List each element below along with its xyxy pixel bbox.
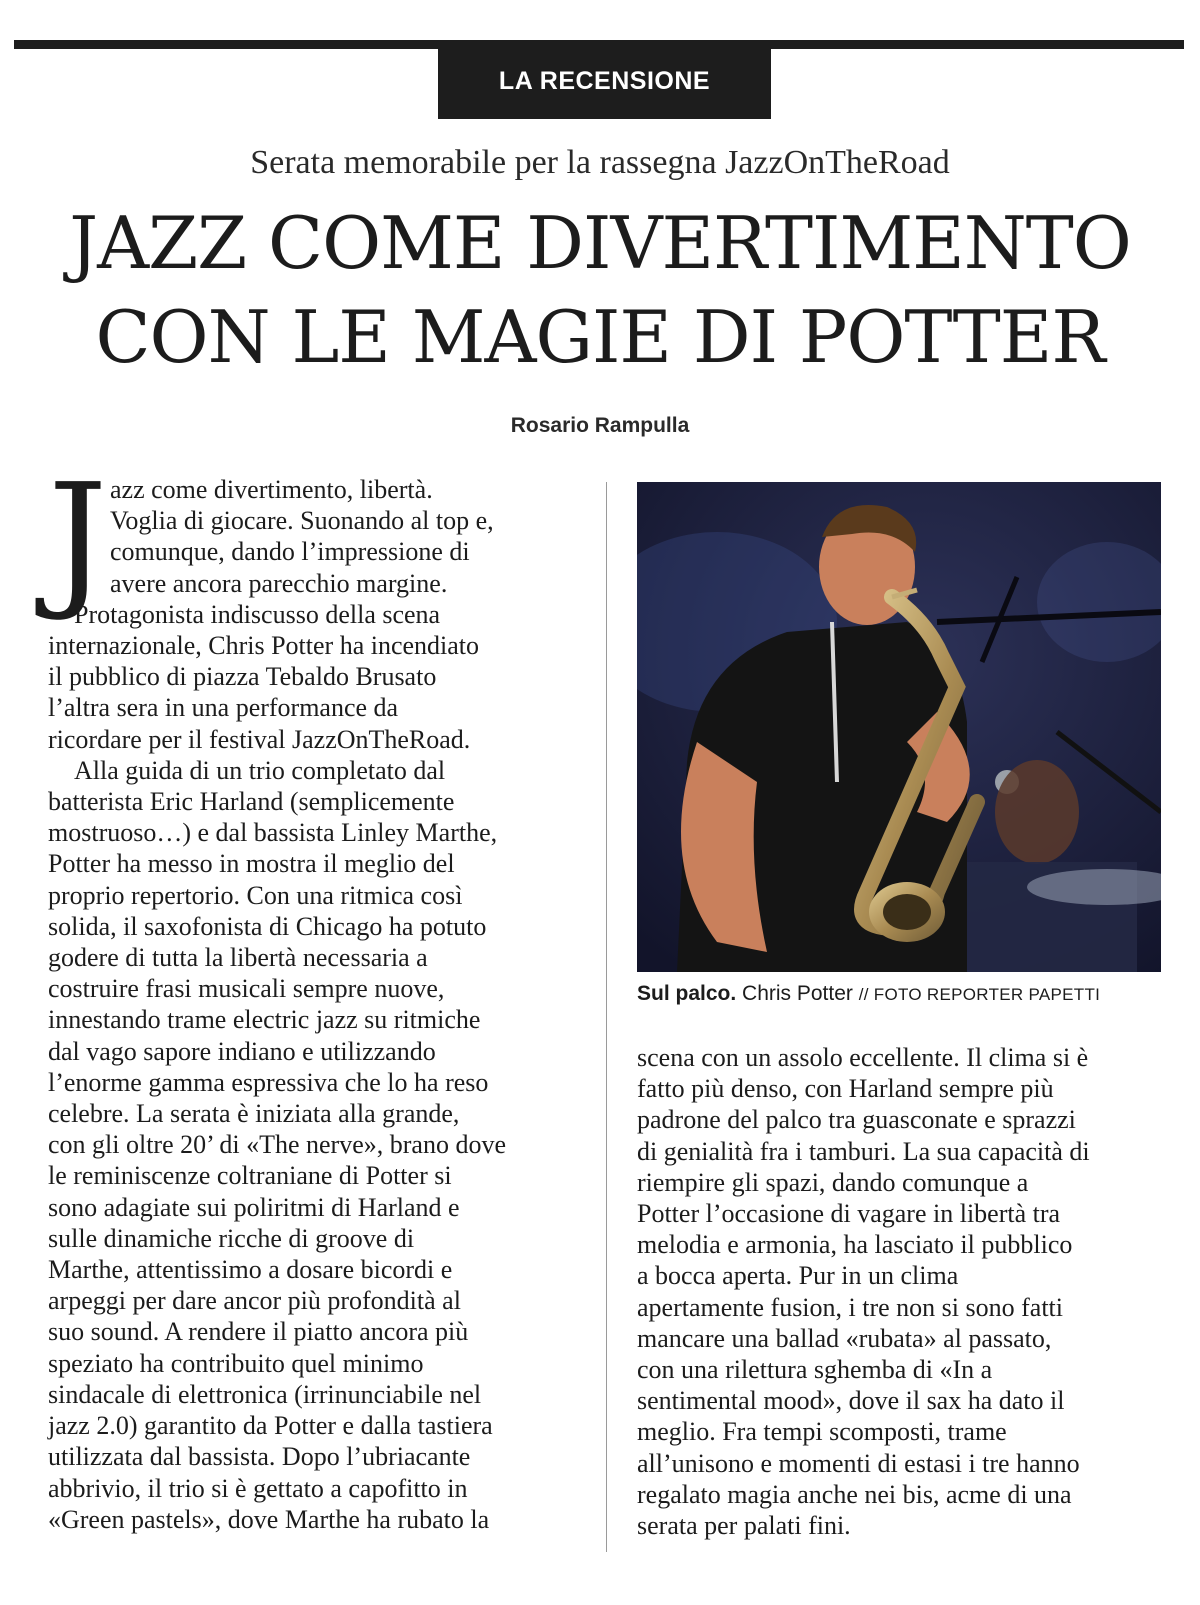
headline-line: JAZZ COME DIVERTIMENTO [69, 201, 1131, 285]
text-line: solida, il saxofonista di Chicago ha potuto [48, 911, 487, 941]
drop-cap: J [48, 452, 108, 624]
column-divider [606, 482, 607, 1552]
article-column-right [637, 1042, 1177, 1541]
text-line: Protagonista indiscusso della scena [74, 599, 441, 629]
text-line: sono adagiate sui poliritmi di Harland e [48, 1192, 460, 1222]
photo-caption [637, 982, 1177, 1006]
text-line: apertamente fusion, i tre non si sono fatti [637, 1292, 1064, 1322]
text-line: le reminiscenze coltraniane di Potter si [48, 1161, 452, 1191]
headline [30, 196, 1170, 384]
text-line: comunque, dando l’impressione di [110, 537, 470, 567]
text-line: melodia e armonia, ha lasciato il pubblico [637, 1230, 1073, 1260]
text-line: mancare una ballad «rubata» al passato, [637, 1323, 1052, 1353]
text-line: mostruoso…) e dal bassista Linley Marthe, [48, 818, 498, 848]
caption-text: Chris Potter [736, 982, 859, 1005]
text-line: regalato magia anche nei bis, acme di una [637, 1479, 1072, 1509]
byline: Rosario Rampulla [510, 414, 690, 437]
saxophonist-image [637, 482, 1161, 972]
text-line: con gli oltre 20’ di «The nerve», brano dove [48, 1130, 506, 1160]
text-line: all’unisono e momenti di estasi i tre hanno [637, 1448, 1080, 1478]
text-line: padrone del palco tra guasconate e sprazzi [637, 1105, 1076, 1135]
text-line: con una rilettura sghemba di «In a [637, 1355, 993, 1385]
text-line: godere di tutta la libertà necessaria a [48, 943, 428, 973]
text-line: riempire gli spazi, dando comunque a [637, 1167, 1029, 1197]
text-line: speziato ha contribuito quel minimo [48, 1348, 424, 1378]
section-label [438, 40, 771, 119]
text-line: l’enorme gamma espressiva che lo ha reso [48, 1067, 489, 1097]
section-label-text: LA RECENSIONE [498, 66, 711, 95]
text-line: scena con un assolo eccellente. Il clima si è [637, 1043, 1089, 1072]
article-photo [637, 482, 1161, 972]
text-line: a bocca aperta. Pur in un clima [637, 1261, 959, 1291]
text-line: di genialità fra i tamburi. La sua capacità di [637, 1136, 1090, 1166]
text-line: Alla guida di un trio completato dal [74, 755, 446, 785]
text-line: utilizzata dal bassista. Dopo l’ubriacante [48, 1442, 471, 1472]
text-line: celebre. La serata è iniziata alla grande, [48, 1099, 460, 1129]
text-line: meglio. Fra tempi scomposti, trame [637, 1417, 1007, 1447]
text-line: ricordare per il festival JazzOnTheRoad. [48, 724, 471, 754]
text-line: internazionale, Chris Potter ha incendiato [48, 631, 480, 661]
text-line: Potter l’occasione di vagare in libertà tra [637, 1199, 1061, 1229]
article-column-left [48, 474, 588, 1535]
text-line: proprio repertorio. Con una ritmica così [48, 880, 463, 910]
dropcap-paragraph [48, 474, 588, 599]
text-line: Voglia di giocare. Suonando al top e, [110, 506, 494, 536]
photo-credit: // FOTO REPORTER PAPETTI [858, 985, 1101, 1004]
text-line: avere ancora parecchio margine. [110, 568, 448, 598]
text-line: Potter ha messo in mostra il meglio del [48, 849, 455, 879]
kicker: Serata memorabile per la rassegna JazzOnTheRoad [250, 144, 950, 181]
headline-line: CON LE MAGIE DI POTTER [95, 295, 1105, 379]
text-line: il pubblico di piazza Tebaldo Brusato [48, 662, 437, 692]
text-line: serata per palati fini. [637, 1511, 851, 1541]
text-line: suo sound. A rendere il piatto ancora più [48, 1317, 469, 1347]
text-line: Marthe, attentissimo a dosare bicordi e [48, 1255, 453, 1285]
text-line: arpeggi per dare ancor più profondità al [48, 1286, 461, 1316]
paragraph [48, 599, 588, 755]
text-line: azz come divertimento, libertà. [110, 475, 433, 504]
text-line: sentimental mood», dove il sax ha dato il [637, 1386, 1065, 1416]
text-line: batterista Eric Harland (semplicemente [48, 787, 455, 817]
text-line: fatto più denso, con Harland sempre più [637, 1074, 1054, 1104]
text-line: sulle dinamiche ricche di groove di [48, 1223, 415, 1253]
text-line: innestando trame electric jazz su ritmiche [48, 1005, 481, 1035]
text-line: jazz 2.0) garantito da Potter e dalla tastiera [48, 1411, 493, 1441]
caption-lead: Sul palco. [637, 982, 737, 1005]
text-line: abbrivio, il trio si è gettato a capofitto in [48, 1473, 468, 1503]
text-line: «Green pastels», dove Marthe ha rubato la [48, 1504, 490, 1534]
text-line: dal vago sapore indiano e utilizzando [48, 1036, 436, 1066]
paragraph [48, 755, 588, 1535]
paragraph [637, 1042, 1177, 1541]
text-line: l’altra sera in una performance da [48, 693, 399, 723]
text-line: costruire frasi musicali sempre nuove, [48, 974, 445, 1004]
text-line: sindacale di elettronica (irrinunciabile nel [48, 1379, 482, 1409]
